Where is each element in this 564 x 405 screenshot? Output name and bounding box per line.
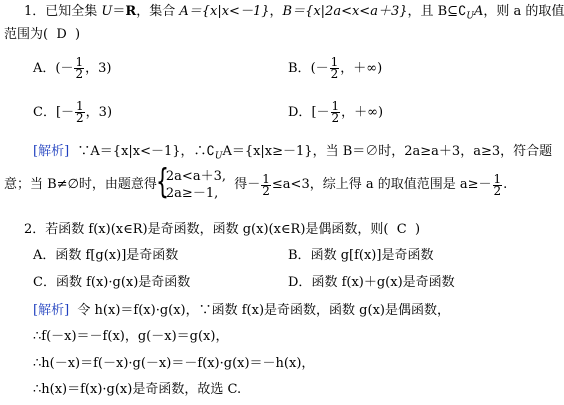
q1-close: ) [75,27,81,42]
brace-glyph: { [155,162,169,202]
q2-analysis-line3: ∴h(－x)＝f(－x)·g(－x)＝－f(x)·g(x)＝－h(x)， [33,356,315,371]
q1-analysis-sub-U: U [214,151,223,162]
q2-number: 2． [24,222,46,237]
q1-number: 1． [24,4,46,19]
option-suffix: ，＋∞) [340,61,383,76]
frac-num: 1 [75,55,84,69]
q2-analysis-line2: ∴f(－x)＝－f(x)，g(－x)＝g(x)， [33,329,229,344]
frac-num: 1 [493,171,502,186]
system-row: 2a<a＋3, [165,169,226,184]
system-row: 2a≥－1, [165,186,219,201]
option-label: C． [33,105,56,120]
q1-eq: ＝ [112,4,126,19]
option-suffix: ，3) [85,61,112,76]
inequality-system [155,162,226,202]
q1-analysis-1: ∵A＝{x|x<－1}，∴∁ [77,144,215,159]
option-label: D． [288,105,312,120]
frac-den: 2 [75,67,84,81]
q1-text-b: ，集合 [136,4,180,19]
q2-option-b [288,247,433,265]
q2-analysis-line1 [33,302,450,320]
option-prefix: (－ [55,61,74,76]
q1-sub-U: U [466,11,474,22]
q1-analysis-2c: ≤a<3，综上得 a 的取值范围是 a≥－ [271,177,492,192]
q1-analysis-line2 [4,162,508,202]
option-text: 函数 f(x)·g(x)是奇函数 [55,275,191,290]
option-label: A． [33,61,56,76]
q1-text-a: 已知全集 [45,4,102,19]
fraction [493,171,503,198]
frac-den: 2 [76,111,84,125]
q2-text: 若函数 f(x)(x∈R)是奇函数，函数 g(x)(x∈R)是偶函数，则( [45,222,389,237]
q1-option-a [33,57,111,80]
q2-option-d [288,274,455,292]
option-label: B． [288,61,311,76]
q1-answer: D [56,27,67,42]
q2-analysis-tag: [解析] [33,303,70,318]
option-text: 函数 f[g(x)]是奇函数 [55,248,179,263]
q1-text-d: ，则 a 的取值 [483,4,564,19]
q1-analysis-2b: 得－ [234,177,261,192]
frac-den: 2 [331,111,340,125]
q1-set-A: A＝{x|x<－1} [179,4,270,19]
option-label: C． [33,275,56,290]
q1-text-c: ，且 B⊆∁ [407,4,467,19]
q1-end-dot: . [503,177,508,192]
q2-close: ) [414,222,421,237]
frac-den: 2 [330,67,339,81]
fraction [331,101,341,124]
fraction [75,101,85,124]
q1-analysis-tag: [解析] [33,144,70,159]
q1-A2: A [473,4,484,19]
option-label: D． [288,275,312,290]
fraction [74,57,84,80]
q2-option-a [33,247,178,265]
q1-analysis-line1 [33,143,552,166]
frac-num: 1 [76,99,84,113]
option-label: A． [33,248,56,263]
q1-stem-line1 [24,3,564,26]
option-text: 函数 g[f(x)]是奇函数 [310,248,434,263]
q1-set-B: B＝{x|2a<x<a＋3} [282,4,408,19]
option-prefix: [－ [55,105,75,120]
fraction [261,171,271,198]
q1-U: U [101,4,113,19]
q2-option-c [33,274,190,292]
q2-stem [24,221,420,239]
option-suffix: ，3) [85,105,113,120]
q1-comma: ， [269,4,283,19]
frac-num: 1 [262,171,270,186]
q1-analysis-2a: 意；当 B≠∅时，由题意得 [4,177,157,192]
q2-analysis-line4: ∴h(x)＝f(x)·g(x)是奇函数，故选 C. [33,382,242,397]
frac-num: 1 [331,99,340,113]
option-suffix: ，＋∞) [341,105,384,120]
option-prefix: [－ [311,105,330,120]
q2-answer: C [396,222,407,237]
q1-stem-line2 [4,26,80,44]
q2-analysis-text: 令 h(x)＝f(x)·g(x)，∵函数 f(x)是奇函数，函数 g(x)是偶函数， [77,303,450,318]
frac-den: 2 [262,183,270,198]
q1-R: R [125,4,137,19]
option-label: B． [288,248,311,263]
q1-option-b [288,57,382,80]
frac-den: 2 [493,183,502,198]
q1-analysis-1b: A＝{x|x≥－1}，当 B＝∅时，2a≥a＋3，a≥3，符合题 [222,144,553,159]
option-text: 函数 f(x)＋g(x)是奇函数 [311,275,455,290]
fraction [330,57,340,80]
option-prefix: (－ [310,61,329,76]
q1-option-c [33,101,112,124]
q1-option-d [288,101,383,124]
q1-line2: 范围为( [4,27,49,42]
frac-num: 1 [330,55,339,69]
